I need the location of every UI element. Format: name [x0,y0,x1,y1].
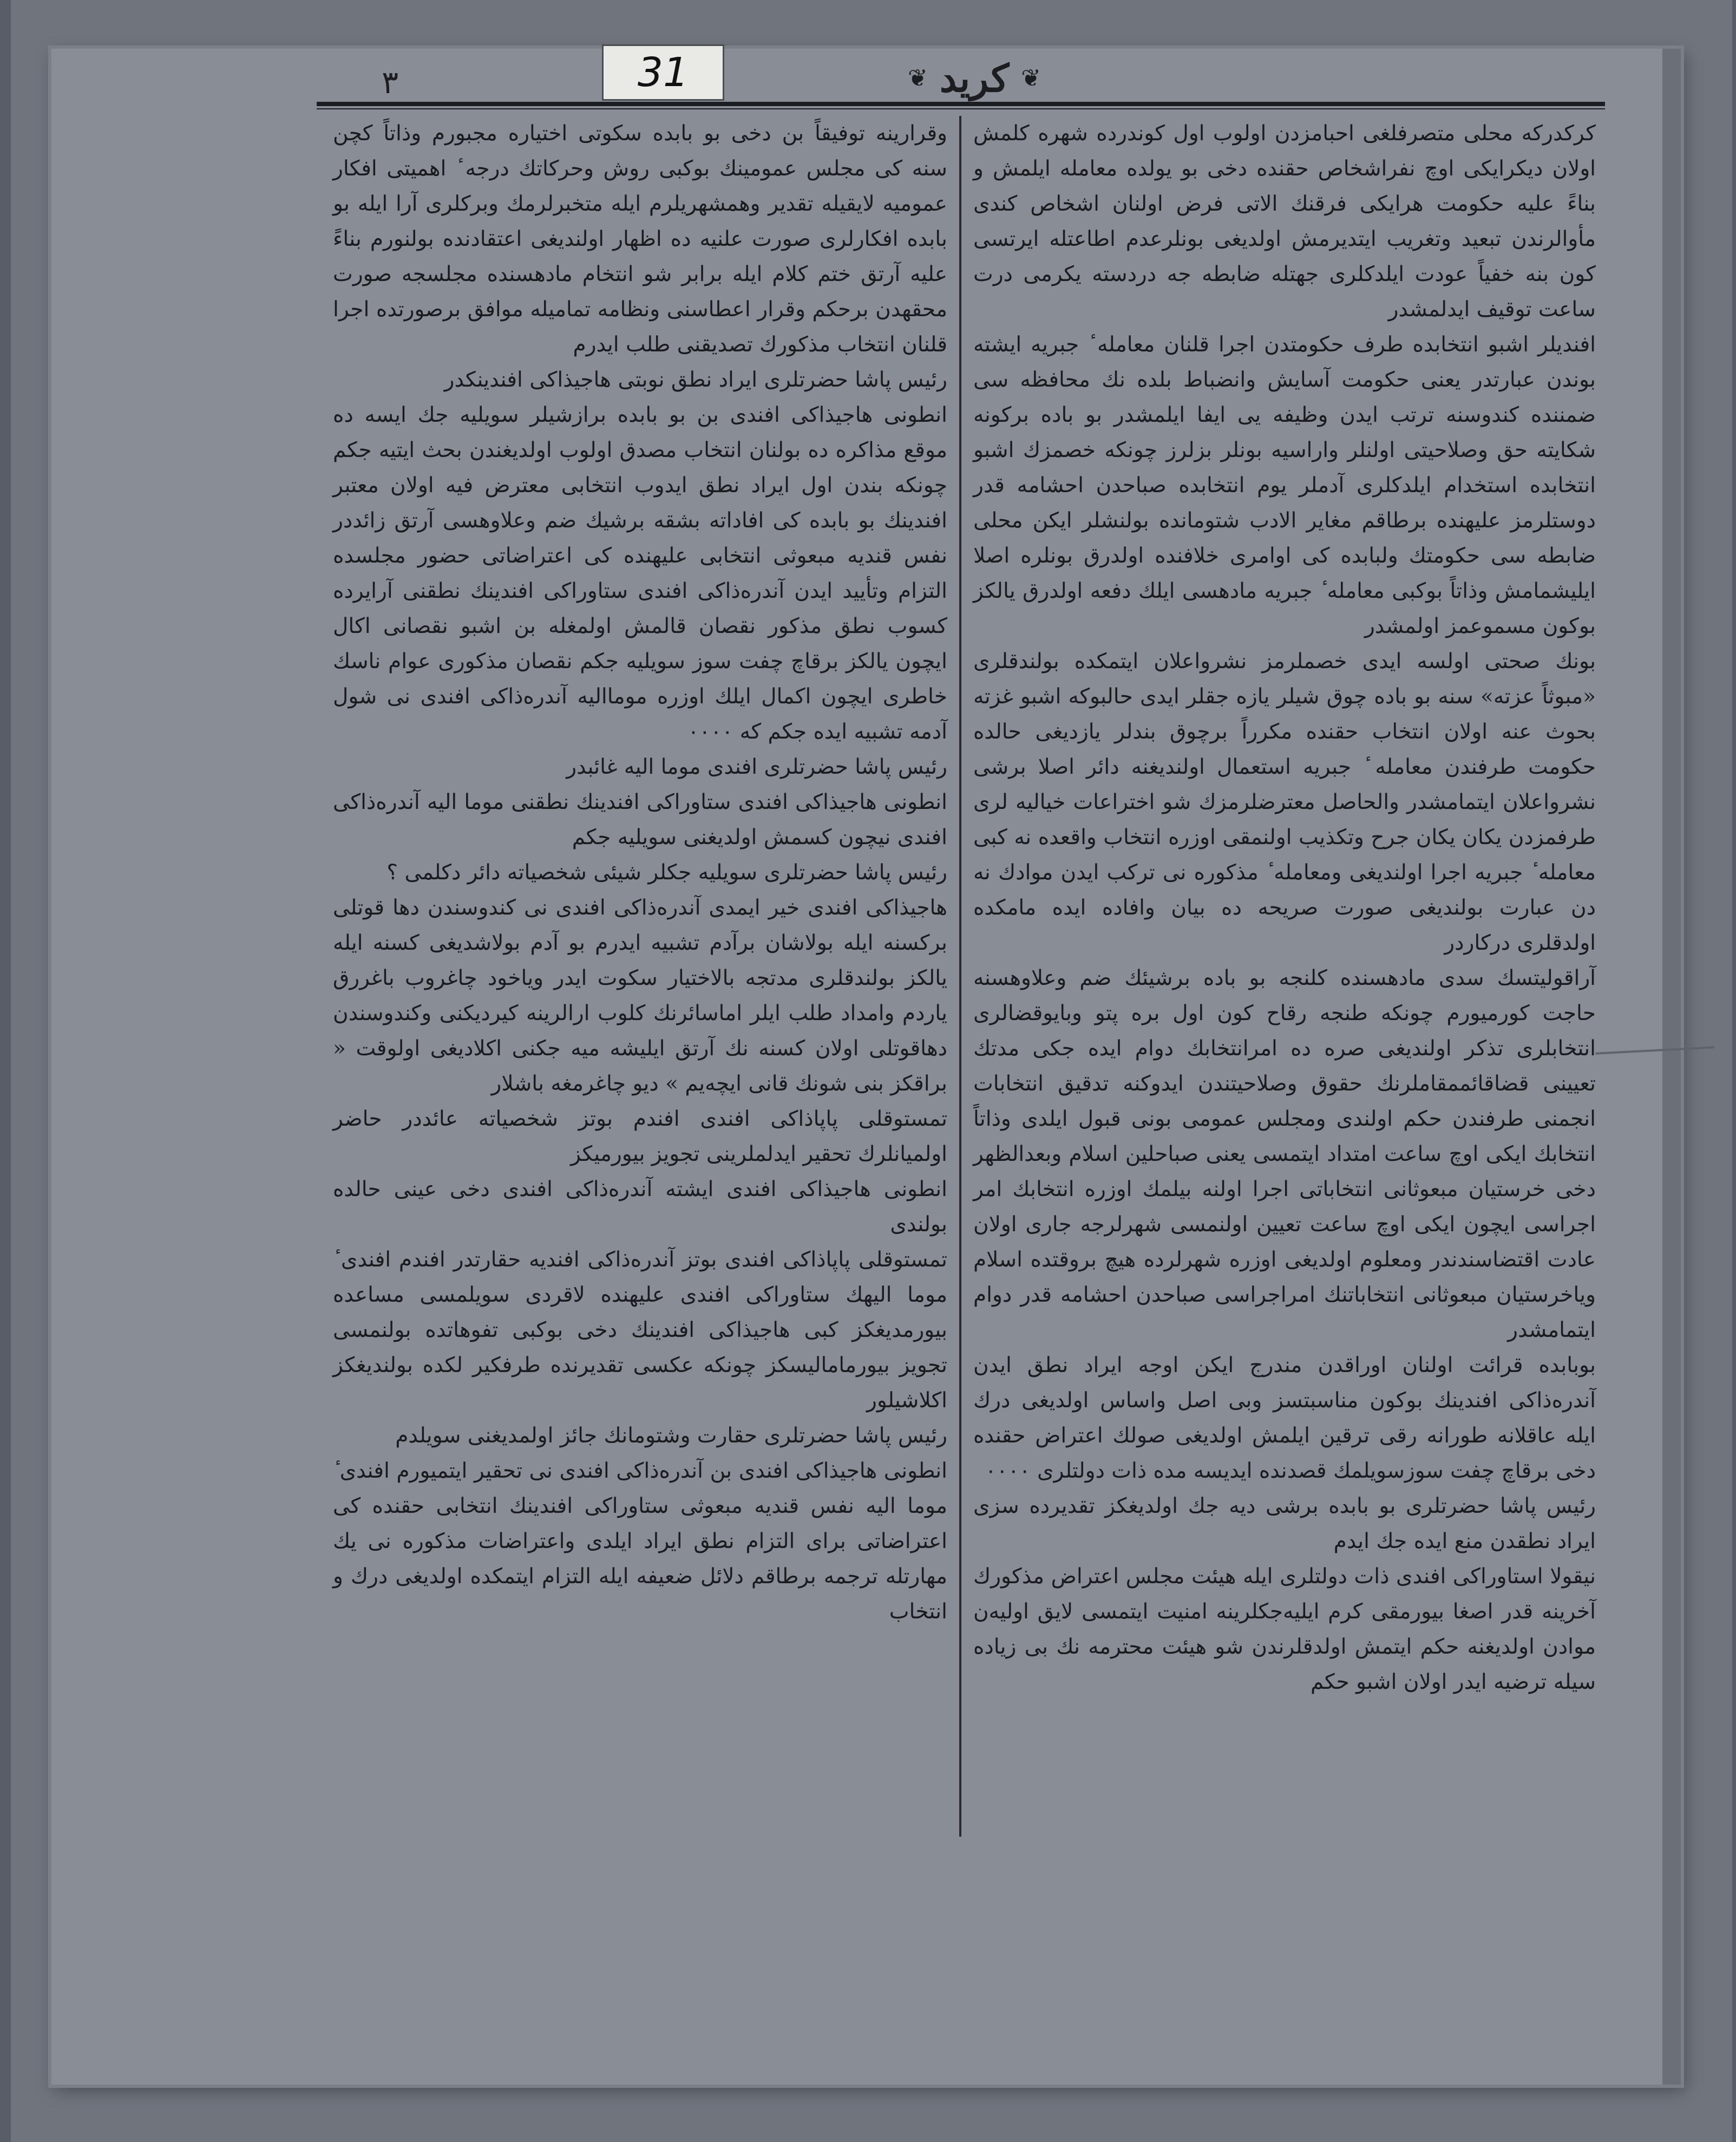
header-rule-thin [317,108,1605,109]
paragraph: انطونى هاجیذاكى افندى بن آندره‌ذاكى افندى نى تحقیر ایتمیورم افندى ٔ موما الیه نفس قندیه مبعوثى ستاوراكى افندینك انتخابى حقنده كى اعتراضاتى براى التزام نطق ایراد ایلدى واعتراضات مذكوره نى یك مهارتله ترجمه برطاقم دلائل ضعیفه ایله التزام ایتمكده اولدیغى درك و انتخاب [333,1459,947,1624]
header-rule [317,102,1605,106]
paragraph: نیقولا استاوراكى افندى ذات دولتلرى ایله هیئت مجلس اعتراض مذكورك آخرینه قدر اصغا بیورمقى كرم ایلیه‌جكلرینه امنیت ایتمسى لایق اولیه‌ن موادن اولدیغنه حكم ایتمش اولدقلرندن شو هیئت محترمه نك بى زیاده سیله ترضیه ایدر اولان اشبو حكم [973,1564,1596,1694]
paragraph: تمستوقلى پاپاذاكى افندى افندم بوتز شخصیاته عائددر حاضر اولمیانلرك تحقیر ایدلملرینى تجویز بیورمیكز [333,1107,947,1166]
paragraph: رئیس پاشا حضرتلرى افندى موما الیه غائبدر [566,755,947,779]
archive-number-tab [602,44,724,101]
paragraph: بوبابده قرائت اولنان اوراقدن مندرج ایكن اوجه ایراد نطق ایدن آندره‌ذاكى افندینك بوكون مناسبتسز وبى اصل واساس اولدیغى درك ایله عاقلانه طورانه رقى ترقین ایلمش اولدیغى صولك اعتراض حقنده دخى برقاچ چفت سوزسویلمك قصدنده ایدیسه مده ذات دولتلرى ٠٠٠٠ [973,1353,1596,1483]
paragraph: تمستوقلى پاپاذاكى افندى بوتز آندره‌ذاكى افندیه حقارتدر افندم افندى ٔ موما الیهك ستاوراكى افندى علیهنده لاقردى سویلمسى مساعده بیورمدیغكز كبى هاجیذاكى افندینك دخى بوكبى تفوهاتده بولنمسى تجویز بیورمامالیسكز چونكه عكسى تقدیرنده طرفكیر لكده بولندیغكز اكلاشیلور [333,1248,947,1413]
column-divider [959,116,961,1837]
ornament-left-icon: ❦ [908,64,928,92]
paragraph: وقرارینه توفیقاً بن دخى بو بابده سكوتى اختیاره مجبورم وذاتاً كچن سنه كى مجلس عمومینك بوكبى روش وحركاتك درجه ٔ اهمیتى افكار عمومیه لایقیله تقدیر وهمشهریلرم ایله متخبرلرمك وبركلرى آرا ایله بو بابده افكارلرى صورت علنیه ده اظهار اولندیغى اعتقادنده بولنورم بناءً علیه آرتق ختم كلام ایله برابر شو انتخام مادهسنده مجلسجه صورت محقهدن برحكم وقرار اعطاسنى ونظامه تماميله موافق برصورتده اجرا قلنان انتخاب مذكورك تصدیقنى طلب ایدرم [333,121,947,357]
paragraph: افندیلر اشبو انتخابده طرف حكومتدن اجرا قلنان معامله ٔ جبریه ایشته بوندن عبارتدر یعنى حكومت آسایش وانضباط بلده نك محافظه سى ضمننده كندوسنه ترتب ایدن وظیفه یى ایفا ایلمشدر بو باده بركونه شكایته حق وصلاحیتى اولنلر واراسیه بونلر بزلرز چونكه خصمزك اشبو انتخابده استخدام ایلدكلرى آدملر یوم انتخابده صباحدن احشامه قدر دوستلرمز علیهنده برطاقم مغایر الادب شتومانده بولنشلر ایكن محلى ضابطه سى حكومتك ولبابده كى اوامرى خلافنده اولدرق بونلره اصلا ایلیشمامش وذاتاً بوكبى معامله ٔ جبریه مادهسى ایلك دفعه اولدرق یالكز بوكون مسموعمز اولمشدر [973,332,1596,638]
ornament-right-icon: ❦ [1021,64,1041,92]
column-left [333,116,947,1838]
archive-number: 31 [637,49,689,96]
paragraph: رئیس پاشا حضرتلرى سویلیه جكلر شیئى شخصیاته دائر دكلمى ؟ [386,860,947,885]
paragraph: رئیس پاشا حضرتلرى حقارت وشتومانك جائز اولمدیغنى سویلدم [395,1423,947,1448]
page-edge [1662,49,1681,2085]
paragraph: آراقولیتسك سدى مادهسنده كلنجه بو باده برشیئك ضم وعلاوهسنه حاجت كورمیورم چونكه طنجه رقاح كون اول بره پتو وبایوقضالرى انتخابلرى تذكر اولندیغى صره ده امرانتخابك دوام ایده جكى مدتك تعیینى قضاقائممقاملرنك حقوق وصلاحیتندن ایدوكنه تدقیق انتخابات انجمنى طرفندن حكم اولندى ومجلس عمومى بونى قبول ایلدى وذاتاً انتخابك ایكى اوچ ساعت امتداد ایتمسى یعنى صباحلین اسلام وبعدالظهر دخى خرستیان مبعوثانى انتخاباتى اجرا اولنه بیلمك اوزره انتخابك امر اجراسى ایچون ایكى اوچ ساعت تعیین اولنمسى شهرلرجه جارى اولان عادت اقتضاسندندر ومعلوم اولدیغى اوزره شهرلرده هیچ بروقتده اسلام ویاخرستیان مبعوثانى انتخاباتنك امراجراسى صباحدن احشامه قدر دوام ایتمامشدر [973,966,1596,1342]
paragraph: انطونى هاجیذاكى افندى بن بو بابده برازشیلر سویلیه جك ایسه ده موقع مذاكره ده بولنان انتخاب مصدق اولوب اولدیغندن بحث ایتیه جكم چونكه بندن اول ایراد نطق ایدوب انتخابى معترض فیه اولان معتبر افندینك بو بابده كى افاداته بشقه برشیك ضم وعلاوهسى آرتق زائددر نفس قندیه مبعوثى انتخابى علیهنده كى اعتراضاتى حضور مجلسده التزام وتأیید ایدن آندره‌ذاكى افندى ستاوراكى افندینك نطقنى آرایرده كسوب نطق مذكور نقصان قالمش اولمغله بن اشبو نقصانى اكال ایچون یالكز برقاچ چفت سوز سویلیه جكم نقصان مذكورى عوام ناسك خاطرى ایچون اكمال ایلك اوزره موماالیه آندره‌ذاكى افندى نى شول آدمه تشبیه ایده جكم كه ٠٠٠٠ [333,403,947,744]
paragraph: رئیس پاشا حضرتلرى بو بابده برشى دیه جك اولدیغكز تقدیرده سزى ایراد نطقدن منع ایده جك ایدم [973,1494,1596,1553]
paragraph: انطونى هاجیذاكى افندى ایشته آندره‌ذاكى افندى دخى عینى حالده بولندى [333,1177,947,1237]
paragraph: بونك صحتى اولسه ایدى خصملرمز نشرواعلان ایتمكده بولندقلرى «مبوثاً عزته» سنه بو باده چوق شیلر یازه جقلر ایدى حالبوكه اشبو غزته بحوث عنه اولان انتخاب حقنده مكرراً برچوق بندلر یازدیغى حالده حكومت طرفندن معامله ٔ جبریه استعمال اولندیغنه دائر اصلا برشى نشرواعلان ایتمامشدر والحاصل معترضلرمزك شو اختراعات خیالیه لرى طرفمزدن یكان یكان جرح وتكذیب اولنمقى اوزره انتخاب واقعده نه كبى معامله ٔ جبریه اجرا اولندیغى ومعامله ٔ مذكوره نى تركب ایدن موادك نه دن عبارت بولندیغى صورت صریحه ده بیان وافاده ایده مامكده اولدقلرى دركاردر [973,649,1596,955]
column-right [973,116,1596,1838]
masthead [855,56,1093,100]
paragraph: هاجیذاكى افندى خیر ایمدى آندره‌ذاكى افندى نى كندوسندن دها قوتلى بركسنه ایله بولاشان برآدم تشبیه ایدرم بو آدم بولاشدیغى كسنه ایله یالكز بولندقلرى مدتجه بالاختیار سكوت ایدر ویاخود چاغروب باغررق یاردم وامداد طلب ایلر اماسائرنك كلوب ارالرینه كیردیكنى وكندوسندن دهاقوتلى اولان كسنه نك آرتق ایلیشه میه جكنى اكلادیغى اولوقت « براقكز بنى شونك قانى ایچه‌یم » دیو چاغرمغه باشلار [333,896,947,1096]
paragraph: كركدركه محلى متصرفلغى احبامزدن اولوب اول كوندرده شهره كلمش اولان دیكرایكى اوچ نفراشخاص حقنده دخى بو یولده معامله ایلمش و بناءً علیه حكومت هرایكى فرقنك الاتى فرض اولنان اشخاص كندى مأوالرندن تبعید وتغریب ایتدیرمش اولدیغى بونلرعدم اطاعتله ایرتسى كون بنه خفیاً عودت ایلدكلرى جهتله ضابطه جه دردسته یكرمى درت ساعت توقیف ایدلمشدر [973,121,1596,322]
masthead-title: كريد [939,55,1010,101]
page-number: ٣ [382,64,399,101]
paragraph: انطونى هاجیذاكى افندى ستاوراكى افندینك نطقنى موما الیه آندره‌ذاكى افندى نیچون كسمش اولدیغنى سویلیه جكم [333,790,947,850]
paragraph: رئیس پاشا حضرتلرى ایراد نطق نوبتى هاجیذاكى افندینكدر [444,368,947,392]
